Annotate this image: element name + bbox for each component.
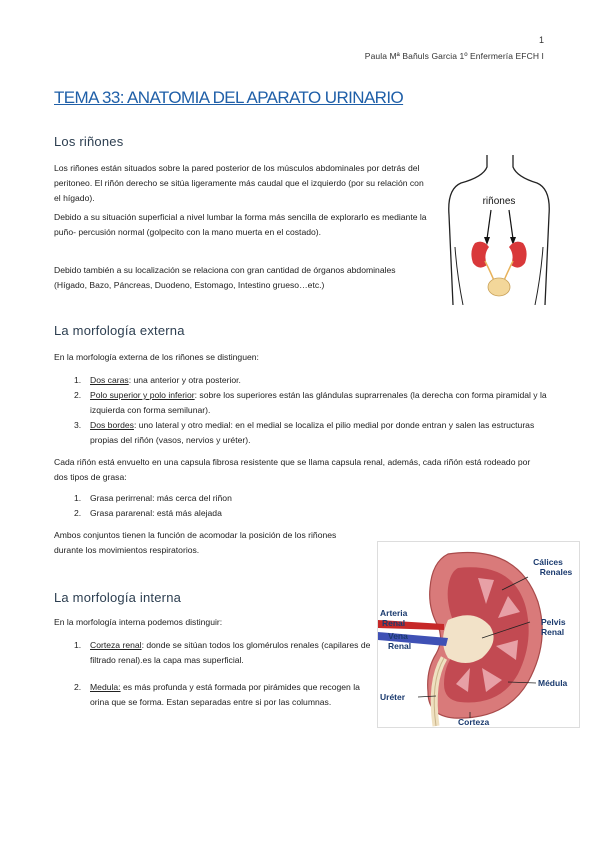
- heading-los-rinones: Los riñones: [54, 134, 124, 149]
- label-arteria: Arteria Renal: [380, 608, 408, 628]
- label-pelvis: Pelvis Renal: [541, 617, 566, 637]
- paragraph-situacion: Los riñones están situados sobre la pared posterior de los músculos abdominales por detrás del peritoneo. El riñón derecho se sitúa ligeramente más caudal que el izquierdo (por su relación con el hígado).: [54, 163, 424, 203]
- label-ureter: Uréter: [380, 692, 406, 702]
- list-item: 3. Dos bordes: uno lateral y otro medial: en el medial se localiza el pilio medial por donde entran y salen las estructuras propias del riñón (vasos, nervios y uréter).: [74, 420, 535, 445]
- document-title: TEMA 33: ANATOMIA DEL APARATO URINARIO: [54, 88, 404, 107]
- list-item: 2. Grasa pararenal: está más alejada: [74, 508, 222, 518]
- label-medula: Médula: [538, 678, 568, 688]
- list-item: 1. Corteza renal: donde se sitúan todos los glomérulos renales (capilares de filtrado renal).es la capa mas superficial.: [74, 640, 371, 665]
- list-morfologia-interna: [54, 638, 372, 710]
- list-item: 1. Grasa perirrenal: más cerca del riñon: [74, 493, 232, 503]
- torso-kidneys-figure: [443, 155, 555, 305]
- label-corteza: Corteza: [458, 717, 490, 727]
- heading-morfologia-externa: La morfología externa: [54, 323, 185, 338]
- paragraph-exploracion: Debido a su situación superficial a nivel lumbar la forma más sencilla de explorarlo es mediante la puño- percusión normal (golpecito con la mano muerta en el costado).: [54, 212, 427, 237]
- label-vena: Vena Renal: [388, 631, 412, 651]
- list-item: 1. Dos caras: una anterior y otra posterior.: [74, 375, 241, 385]
- author-header: Paula Mª Bañuls Garcia 1º Enfermería EFCH I: [364, 51, 544, 61]
- list-item: 2. Polo superior y polo inferior: sobre los superiores están las glándulas suprarrenales (la derecha con forma piramidal y la izquierda con forma semilunar).: [74, 390, 547, 415]
- paragraph-intro-externa: En la morfología externa de los riñones se distinguen:: [54, 352, 259, 362]
- paragraph-relaciones: Debido también a su localización se relaciona con gran cantidad de órganos abdominales (Hígado, Bazo, Páncreas, Duodeno, Estomago, Intestino grueso…etc.): [54, 265, 396, 290]
- heading-morfologia-interna: La morfología interna: [54, 590, 182, 605]
- page-number: 1: [538, 35, 544, 45]
- paragraph-intro-interna: En la morfología interna podemos distinguir:: [54, 617, 223, 627]
- list-grasas: [54, 491, 454, 521]
- figure-label-rinones: riñones: [482, 196, 516, 207]
- kidney-section-diagram: [377, 541, 580, 728]
- paragraph-ambos-conjuntos: Ambos conjuntos tienen la función de acomodar la posición de los riñones durante los movimientos respiratorios.: [54, 530, 337, 555]
- list-item: 2. Medula: es más profunda y está formada por pirámides que recogen la orina que se forma. Estan separadas entre si por las columnas.: [74, 682, 360, 707]
- list-morfologia-externa: [54, 373, 554, 448]
- label-calices: Cálices Renales: [533, 557, 573, 577]
- paragraph-capsula: Cada riñón está envuelto en una capsula fibrosa resistente que se llama capsula renal, además, cada riñón está rodeado por dos tipos de grasa:: [54, 457, 531, 482]
